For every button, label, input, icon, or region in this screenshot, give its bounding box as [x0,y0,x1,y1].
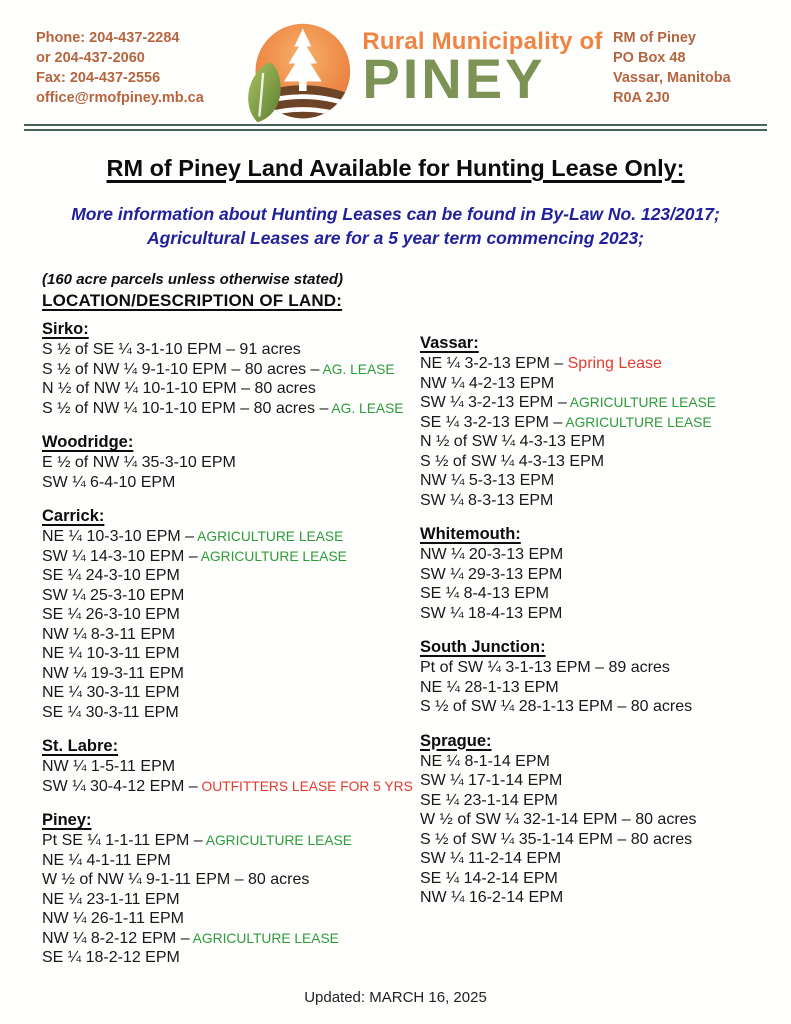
section-heading: Sirko: [42,320,89,338]
land-item [420,452,750,472]
land-description: NW ¼ 8-2-12 EPM – [42,929,190,947]
lease-tag: Spring Lease [563,355,662,372]
address-line-4: R0A 2J0 [613,90,670,106]
notice-line-1: More information about Hunting Leases can be found in By-Law No. 123/2017; [71,204,720,224]
section-heading: Whitemouth: [420,525,521,543]
land-item [420,432,750,452]
land-item [42,870,420,890]
land-item [42,527,420,547]
land-description: SE ¼ 30-3-11 EPM [42,703,179,721]
land-description: SE ¼ 26-3-10 EPM [42,606,180,623]
land-listing [42,319,791,981]
lease-tag: AG. LEASE [328,400,404,416]
land-description: NE ¼ 10-3-11 EPM [42,645,180,662]
land-item [420,413,750,433]
land-item [42,948,420,968]
land-item [420,374,750,394]
list-heading: LOCATION/DESCRIPTION OF LAND: [42,291,343,310]
land-description: W ½ of NW ¼ 9-1-11 EPM – 80 acres [42,871,310,888]
land-description: N ½ of NW ¼ 10-1-10 EPM – 80 acres [42,380,316,397]
lease-notice [0,202,791,250]
land-item [420,791,750,811]
land-description: Pt SE ¼ 1-1-11 EPM – [42,832,203,849]
land-description: SE ¼ 23-1-14 EPM [420,791,558,809]
land-description: SE ¼ 24-3-10 EPM [42,567,180,584]
land-item [420,584,750,604]
land-description: NW ¼ 4-2-13 EPM [420,374,555,392]
piney-logo-icon [244,20,356,126]
land-item [42,703,420,723]
land-description: NW ¼ 16-2-14 EPM [420,889,564,906]
land-item [420,471,750,491]
land-item [420,771,750,791]
land-item [42,683,420,703]
land-description: SE ¼ 14-2-14 EPM [420,869,558,887]
land-section [42,319,420,418]
land-description: NW ¼ 26-1-11 EPM [42,910,184,927]
mailing-address [613,20,763,108]
land-item [42,625,420,645]
land-description: NW ¼ 20-3-13 EPM [420,546,564,563]
section-heading: Carrick: [42,507,105,525]
land-item [420,545,750,565]
land-description: SW ¼ 11-2-14 EPM [420,850,562,867]
land-item [420,658,750,678]
address-line-3: Vassar, Manitoba [613,70,731,86]
notice-line-2: Agricultural Leases are for a 5 year term commencing 2023; [146,228,645,248]
land-section [420,637,750,717]
land-description: Pt of SW ¼ 3-1-13 EPM – 89 acres [420,659,670,676]
page-title: RM of Piney Land Available for Hunting Lease Only: [106,155,685,181]
section-heading: Vassar: [420,334,479,352]
land-item [42,851,420,871]
land-description: NE ¼ 23-1-11 EPM [42,890,180,908]
phone-line-1: Phone: 204-437-2284 [36,30,180,46]
lease-tag: AGRICULTURE LEASE [202,833,352,848]
land-description: NE ¼ 8-1-14 EPM [420,752,550,770]
land-item [42,586,420,606]
land-item [42,379,420,399]
parcel-size-note: (160 acre parcels unless otherwise stated) [42,271,343,288]
land-item [420,869,750,889]
contact-info [36,20,234,108]
land-description: SW ¼ 6-4-10 EPM [42,473,176,491]
land-item [42,929,420,949]
land-description: SW ¼ 3-2-13 EPM – [420,394,567,411]
logo [234,20,613,126]
fax-line: Fax: 204-437-2556 [36,70,161,86]
land-description: NE ¼ 30-3-11 EPM [42,684,180,701]
land-item [42,566,420,586]
land-description: NW ¼ 5-3-13 EPM [420,472,555,489]
section-heading: South Junction: [420,638,546,656]
land-description: NE ¼ 10-3-10 EPM – [42,528,195,545]
land-description: N ½ of SW ¼ 4-3-13 EPM [420,433,605,450]
land-description: E ½ of NW ¼ 35-3-10 EPM [42,454,236,471]
lease-tag: AGRICULTURE LEASE [197,548,347,564]
lease-tag: OUTFITTERS LEASE FOR 5 YRS [197,778,413,794]
land-description: SW ¼ 25-3-10 EPM [42,586,185,604]
land-description: S ½ of NW ¼ 10-1-10 EPM – 80 acres – [42,399,329,417]
land-item [42,664,420,684]
land-description: SE ¼ 18-2-12 EPM [42,949,180,966]
address-line-2: PO Box 48 [613,50,686,66]
land-description: NW ¼ 1-5-11 EPM [42,758,176,775]
land-item [420,888,750,908]
lease-tag: AGRICULTURE LEASE [194,529,344,544]
land-item [42,644,420,664]
land-section [420,731,750,908]
land-item [420,604,750,624]
land-description: S ½ of SE ¼ 3-1-10 EPM – 91 acres [42,341,301,358]
land-item [42,473,420,493]
land-description: SW ¼ 17-1-14 EPM [420,772,563,789]
land-description: SE ¼ 8-4-13 EPM [420,585,549,602]
land-item [420,697,750,717]
lease-tag: AGRICULTURE LEASE [189,930,339,946]
land-description: SW ¼ 8-3-13 EPM [420,491,554,509]
land-section [420,524,750,623]
land-item [420,678,750,698]
land-item [42,831,420,851]
land-section [42,432,420,492]
land-item [420,810,750,830]
land-item [420,565,750,585]
land-item [420,830,750,850]
land-description: SW ¼ 30-4-12 EPM – [42,777,198,795]
updated-date: Updated: MARCH 16, 2025 [304,989,487,1006]
land-item [42,909,420,929]
section-heading: Piney: [42,811,92,829]
land-description: S ½ of SW ¼ 28-1-13 EPM – 80 acres [420,698,693,715]
land-description: S ½ of NW ¼ 9-1-10 EPM – 80 acres – [42,360,320,378]
address-line-1: RM of Piney [613,30,696,46]
section-heading: Sprague: [420,731,492,750]
land-description: NE ¼ 28-1-13 EPM [420,678,559,696]
land-item [42,453,420,473]
land-item [420,393,750,413]
land-item [420,354,750,374]
section-heading: Woodridge: [42,433,134,451]
land-description: SW ¼ 29-3-13 EPM [420,565,563,583]
land-description: NW ¼ 8-3-11 EPM [42,625,176,643]
land-section [42,810,420,968]
land-description: S ½ of SW ¼ 4-3-13 EPM [420,452,605,470]
land-item [42,605,420,625]
land-item [42,360,420,380]
land-description: SW ¼ 14-3-10 EPM – [42,547,198,565]
land-item [42,757,420,777]
letterhead [0,0,791,120]
land-item [420,849,750,869]
logo-tagline: Rural Municipality of [362,28,603,55]
land-description: S ½ of SW ¼ 35-1-14 EPM – 80 acres [420,830,693,848]
land-description: SE ¼ 3-2-13 EPM – [420,413,563,431]
land-description: NE ¼ 3-2-13 EPM – [420,355,564,372]
land-description: NW ¼ 19-3-11 EPM [42,664,184,682]
land-section [42,506,420,722]
land-section [42,736,420,796]
land-description: SW ¼ 18-4-13 EPM [420,604,563,622]
land-item [42,399,420,419]
land-item [42,547,420,567]
land-item [42,340,420,360]
land-item [42,890,420,910]
phone-line-2: or 204-437-2060 [36,50,145,66]
lease-tag: AG. LEASE [319,361,395,377]
wordmark [362,20,603,110]
lease-tag: AGRICULTURE LEASE [566,395,716,410]
land-item [420,491,750,511]
left-column [42,319,420,981]
lease-tag: AGRICULTURE LEASE [562,414,712,430]
land-section [420,333,750,510]
logo-org-name: PINEY [362,47,546,110]
email-line: office@rmofpiney.mb.ca [36,90,204,106]
section-heading: St. Labre: [42,737,119,755]
land-item [420,752,750,772]
land-description: W ½ of SW ¼ 32-1-14 EPM – 80 acres [420,811,697,828]
land-item [42,777,420,797]
right-column [420,333,750,981]
land-description: NE ¼ 4-1-11 EPM [42,851,171,869]
